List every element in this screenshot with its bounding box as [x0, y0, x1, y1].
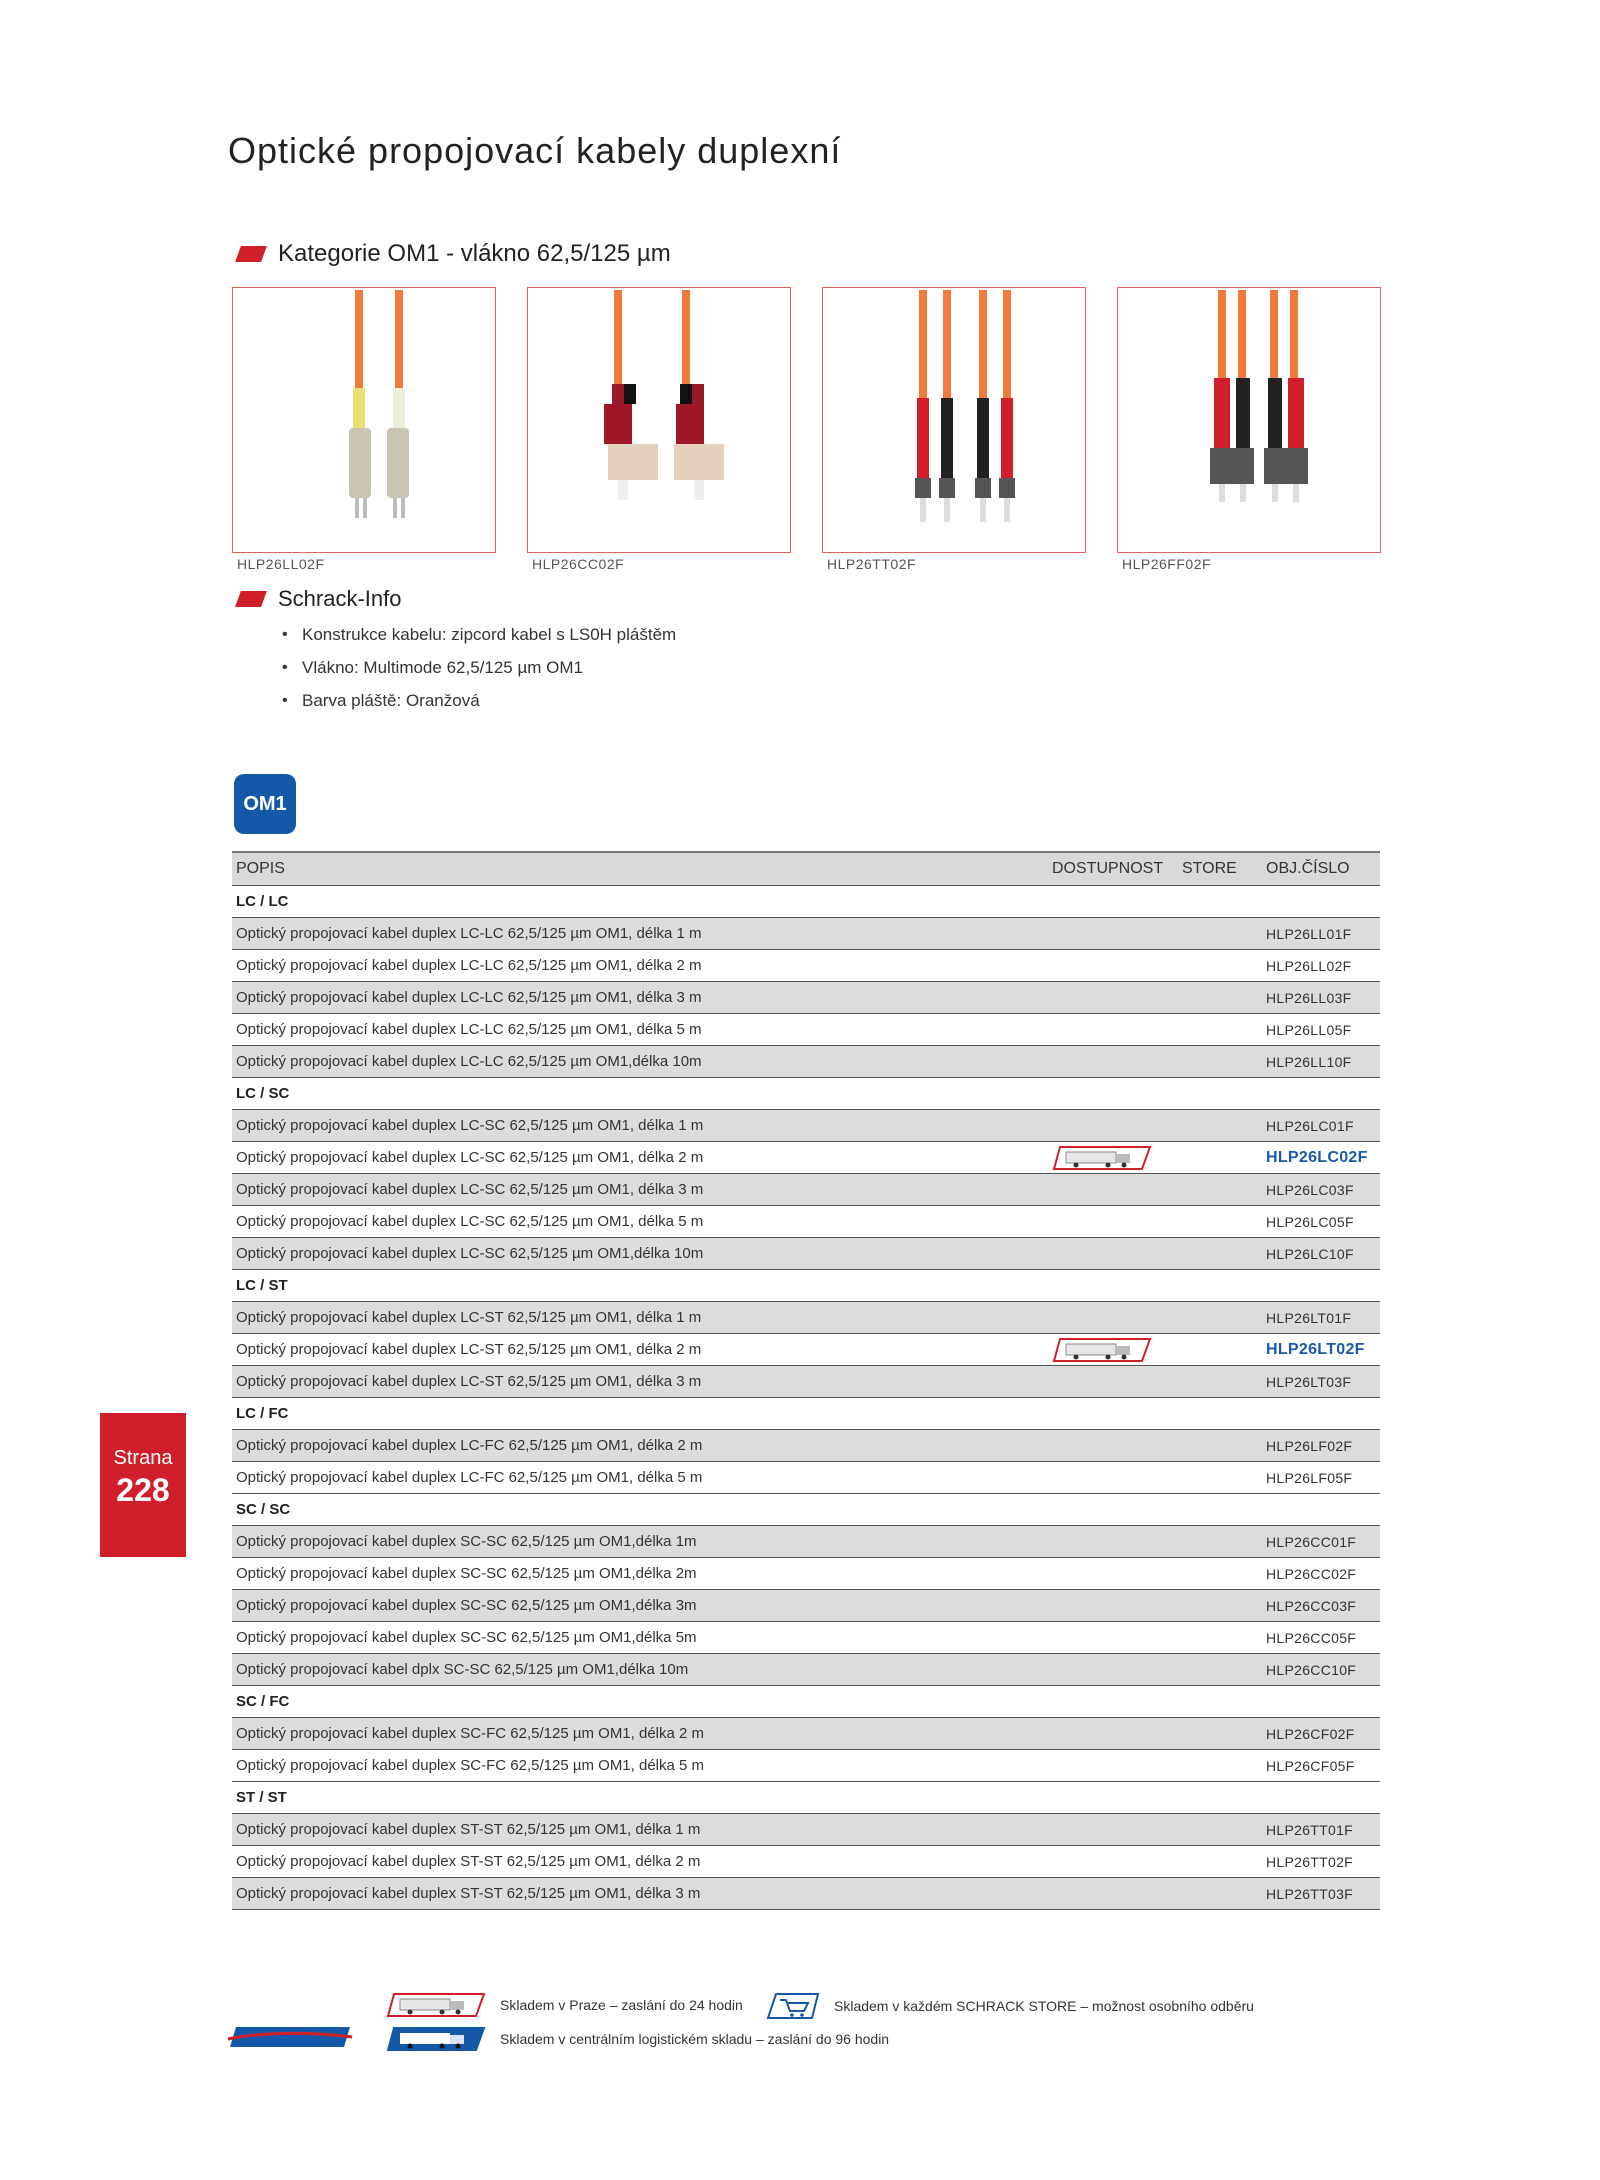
- row-order-code: HLP26CC10F: [1262, 1654, 1380, 1686]
- row-store: [1178, 1110, 1262, 1142]
- table-row[interactable]: [232, 1302, 1380, 1334]
- row-availability: [1048, 1750, 1178, 1782]
- row-description: Optický propojovací kabel duplex LC-FC 62,5/125 µm OM1, délka 5 m: [232, 1462, 1048, 1494]
- table-group-row: [232, 1078, 1380, 1110]
- row-order-code: HLP26CC03F: [1262, 1590, 1380, 1622]
- row-order-code: HLP26LT03F: [1262, 1366, 1380, 1398]
- row-order-code: HLP26LL03F: [1262, 982, 1380, 1014]
- row-store: [1178, 1206, 1262, 1238]
- row-description: Optický propojovací kabel duplex LC-LC 62,5/125 µm OM1, délka 2 m: [232, 950, 1048, 982]
- row-store: [1178, 1590, 1262, 1622]
- product-code-lc: HLP26LL02F: [237, 556, 325, 572]
- product-code-sc: HLP26CC02F: [532, 556, 625, 572]
- page-number: 228: [116, 1472, 170, 1508]
- row-order-code: HLP26TT01F: [1262, 1814, 1380, 1846]
- table-group-row: [232, 886, 1380, 918]
- group-label: SC / FC: [232, 1686, 1380, 1718]
- row-description: Optický propojovací kabel duplex LC-SC 62,5/125 µm OM1, délka 2 m: [232, 1142, 1048, 1174]
- red-marker-icon: [235, 246, 267, 262]
- row-store: [1178, 1302, 1262, 1334]
- row-availability: [1048, 1206, 1178, 1238]
- row-store: [1178, 1366, 1262, 1398]
- row-availability: [1048, 1654, 1178, 1686]
- product-image-lc[interactable]: [232, 287, 496, 553]
- info-item: • Vlákno: Multimode 62,5/125 µm OM1: [282, 651, 676, 684]
- page-label: Strana: [113, 1447, 173, 1469]
- table-row[interactable]: [232, 1462, 1380, 1494]
- product-table: [232, 851, 1380, 1910]
- truck-prague-icon: [386, 1992, 486, 2018]
- row-availability: [1048, 1302, 1178, 1334]
- row-description: Optický propojovací kabel duplex LC-LC 62,5/125 µm OM1,délka 10m: [232, 1046, 1048, 1078]
- row-order-code: HLP26LL02F: [1262, 950, 1380, 982]
- info-item: • Barva pláště: Oranžová: [282, 684, 676, 717]
- row-description: Optický propojovací kabel dplx SC-SC 62,5/125 µm OM1,délka 10m: [232, 1654, 1048, 1686]
- group-label: LC / SC: [232, 1078, 1380, 1110]
- info-list: [282, 618, 676, 717]
- legend-prague: [386, 1992, 743, 2018]
- table-row[interactable]: [232, 1334, 1380, 1366]
- table-row[interactable]: [232, 982, 1380, 1014]
- row-store: [1178, 1718, 1262, 1750]
- row-store: [1178, 1814, 1262, 1846]
- sc-connector-icon: [528, 288, 790, 552]
- row-availability: [1048, 1014, 1178, 1046]
- row-order-code: HLP26LC01F: [1262, 1110, 1380, 1142]
- row-order-code: HLP26LL10F: [1262, 1046, 1380, 1078]
- row-availability: [1048, 918, 1178, 950]
- header-popis: POPIS: [232, 852, 1048, 886]
- truck-prague-icon: [1052, 1145, 1152, 1171]
- row-order-code: HLP26LC10F: [1262, 1238, 1380, 1270]
- row-description: Optický propojovací kabel duplex LC-LC 62,5/125 µm OM1, délka 3 m: [232, 982, 1048, 1014]
- table-group-row: [232, 1782, 1380, 1814]
- row-description: Optický propojovací kabel duplex LC-LC 62,5/125 µm OM1, délka 5 m: [232, 1014, 1048, 1046]
- row-description: Optický propojovací kabel duplex ST-ST 62,5/125 µm OM1, délka 3 m: [232, 1878, 1048, 1910]
- row-order-code: HLP26LF02F: [1262, 1430, 1380, 1462]
- row-order-code: HLP26LC05F: [1262, 1206, 1380, 1238]
- row-availability: [1048, 1878, 1178, 1910]
- row-availability: [1048, 950, 1178, 982]
- table-row[interactable]: [232, 1622, 1380, 1654]
- row-store: [1178, 1430, 1262, 1462]
- table-row[interactable]: [232, 918, 1380, 950]
- group-label: LC / FC: [232, 1398, 1380, 1430]
- table-row[interactable]: [232, 1846, 1380, 1878]
- info-heading: [238, 586, 402, 612]
- row-availability: [1048, 1590, 1178, 1622]
- table-row[interactable]: [232, 1814, 1380, 1846]
- info-heading-text: Schrack-Info: [278, 586, 402, 611]
- row-store: [1178, 950, 1262, 982]
- row-store: [1178, 1622, 1262, 1654]
- product-code-fc: HLP26FF02F: [1122, 556, 1212, 572]
- row-availability: [1048, 1718, 1178, 1750]
- row-availability: [1048, 1174, 1178, 1206]
- row-availability: [1048, 1558, 1178, 1590]
- row-description: Optický propojovací kabel duplex LC-ST 62,5/125 µm OM1, délka 2 m: [232, 1334, 1048, 1366]
- row-store: [1178, 1046, 1262, 1078]
- header-dostupnost: DOSTUPNOST: [1048, 852, 1178, 886]
- table-row[interactable]: [232, 1142, 1380, 1174]
- row-store: [1178, 1142, 1262, 1174]
- table-row[interactable]: [232, 1238, 1380, 1270]
- row-availability: [1048, 1526, 1178, 1558]
- row-availability: [1048, 1622, 1178, 1654]
- cart-icon: [766, 1992, 820, 2020]
- row-description: Optický propojovací kabel duplex SC-FC 62,5/125 µm OM1, délka 2 m: [232, 1718, 1048, 1750]
- table-group-row: [232, 1398, 1380, 1430]
- row-availability: [1048, 1814, 1178, 1846]
- table-row[interactable]: [232, 1174, 1380, 1206]
- row-order-code: HLP26CF05F: [1262, 1750, 1380, 1782]
- row-availability: [1048, 1238, 1178, 1270]
- row-store: [1178, 1238, 1262, 1270]
- row-description: Optický propojovací kabel duplex LC-SC 62,5/125 µm OM1, délka 1 m: [232, 1110, 1048, 1142]
- product-image-fc[interactable]: [1117, 287, 1381, 553]
- table-row[interactable]: [232, 1366, 1380, 1398]
- row-store: [1178, 1334, 1262, 1366]
- group-label: LC / ST: [232, 1270, 1380, 1302]
- truck-prague-icon: [1052, 1337, 1152, 1363]
- table-row[interactable]: [232, 1878, 1380, 1910]
- row-description: Optický propojovací kabel duplex SC-SC 62,5/125 µm OM1,délka 2m: [232, 1558, 1048, 1590]
- om1-badge: OM1: [234, 774, 296, 834]
- row-order-code: HLP26LT01F: [1262, 1302, 1380, 1334]
- row-availability: [1048, 1846, 1178, 1878]
- row-order-code: HLP26CC01F: [1262, 1526, 1380, 1558]
- row-order-code: HLP26LC02F: [1262, 1142, 1380, 1174]
- table-group-row: [232, 1686, 1380, 1718]
- row-availability: [1048, 1366, 1178, 1398]
- row-description: Optický propojovací kabel duplex LC-LC 62,5/125 µm OM1, délka 1 m: [232, 918, 1048, 950]
- group-label: LC / LC: [232, 886, 1380, 918]
- table-header-row: [232, 852, 1380, 886]
- table-row[interactable]: [232, 1430, 1380, 1462]
- row-availability: [1048, 1462, 1178, 1494]
- row-order-code: HLP26TT03F: [1262, 1878, 1380, 1910]
- row-order-code: HLP26LF05F: [1262, 1462, 1380, 1494]
- red-marker-icon: [235, 591, 267, 607]
- row-store: [1178, 1014, 1262, 1046]
- page-number-tab: [100, 1413, 186, 1557]
- category-heading: [238, 240, 671, 268]
- row-order-code: HLP26LL01F: [1262, 918, 1380, 950]
- table-row[interactable]: [232, 1014, 1380, 1046]
- row-description: Optický propojovací kabel duplex LC-SC 62,5/125 µm OM1,délka 10m: [232, 1238, 1048, 1270]
- table-body: [232, 886, 1380, 1910]
- row-order-code: HLP26TT02F: [1262, 1846, 1380, 1878]
- row-store: [1178, 1462, 1262, 1494]
- table-row[interactable]: [232, 1046, 1380, 1078]
- row-store: [1178, 1526, 1262, 1558]
- product-code-st: HLP26TT02F: [827, 556, 917, 572]
- row-description: Optický propojovací kabel duplex ST-ST 62,5/125 µm OM1, délka 2 m: [232, 1846, 1048, 1878]
- row-store: [1178, 1846, 1262, 1878]
- row-store: [1178, 1750, 1262, 1782]
- product-image-sc[interactable]: [527, 287, 791, 553]
- row-order-code: HLP26CF02F: [1262, 1718, 1380, 1750]
- schrack-logo-icon: [226, 2025, 354, 2059]
- header-obj-cislo: OBJ.ČÍSLO: [1262, 852, 1380, 886]
- row-store: [1178, 1654, 1262, 1686]
- group-label: ST / ST: [232, 1782, 1380, 1814]
- row-availability: [1048, 1142, 1178, 1174]
- table-row[interactable]: [232, 1206, 1380, 1238]
- group-label: SC / SC: [232, 1494, 1380, 1526]
- truck-central-icon: [386, 2026, 486, 2052]
- row-availability: [1048, 982, 1178, 1014]
- row-description: Optický propojovací kabel duplex SC-FC 62,5/125 µm OM1, délka 5 m: [232, 1750, 1048, 1782]
- legend-store: [766, 1992, 1254, 2020]
- row-store: [1178, 1878, 1262, 1910]
- table-row[interactable]: [232, 1654, 1380, 1686]
- row-description: Optický propojovací kabel duplex LC-SC 62,5/125 µm OM1, délka 3 m: [232, 1174, 1048, 1206]
- row-order-code: HLP26LL05F: [1262, 1014, 1380, 1046]
- st-connector-icon: [823, 288, 1085, 552]
- legend-prague-text: Skladem v Praze – zaslání do 24 hodin: [500, 1997, 743, 2013]
- row-description: Optický propojovací kabel duplex SC-SC 62,5/125 µm OM1,délka 3m: [232, 1590, 1048, 1622]
- header-store: STORE: [1178, 852, 1262, 886]
- row-availability: [1048, 1046, 1178, 1078]
- row-order-code: HLP26LC03F: [1262, 1174, 1380, 1206]
- category-heading-text: Kategorie OM1 - vlákno 62,5/125 µm: [278, 240, 671, 267]
- row-availability: [1048, 1334, 1178, 1366]
- row-description: Optický propojovací kabel duplex LC-ST 62,5/125 µm OM1, délka 1 m: [232, 1302, 1048, 1334]
- page-title: Optické propojovací kabely duplexní: [228, 130, 842, 171]
- row-store: [1178, 982, 1262, 1014]
- row-order-code: HLP26CC05F: [1262, 1622, 1380, 1654]
- row-order-code: HLP26CC02F: [1262, 1558, 1380, 1590]
- table-row[interactable]: [232, 1558, 1380, 1590]
- table-row[interactable]: [232, 950, 1380, 982]
- row-store: [1178, 918, 1262, 950]
- row-description: Optický propojovací kabel duplex LC-ST 62,5/125 µm OM1, délka 3 m: [232, 1366, 1048, 1398]
- product-image-st[interactable]: [822, 287, 1086, 553]
- schrack-logo: [226, 2025, 354, 2059]
- row-description: Optický propojovací kabel duplex LC-FC 62,5/125 µm OM1, délka 2 m: [232, 1430, 1048, 1462]
- row-availability: [1048, 1430, 1178, 1462]
- row-order-code: HLP26LT02F: [1262, 1334, 1380, 1366]
- table-row[interactable]: [232, 1718, 1380, 1750]
- row-availability: [1048, 1110, 1178, 1142]
- legend-central-text: Skladem v centrálním logistickém skladu – zaslání do 96 hodin: [500, 2031, 890, 2047]
- row-store: [1178, 1174, 1262, 1206]
- table-row[interactable]: [232, 1750, 1380, 1782]
- row-description: Optický propojovací kabel duplex ST-ST 62,5/125 µm OM1, délka 1 m: [232, 1814, 1048, 1846]
- row-description: Optický propojovací kabel duplex SC-SC 62,5/125 µm OM1,délka 1m: [232, 1526, 1048, 1558]
- table-row[interactable]: [232, 1590, 1380, 1622]
- table-row[interactable]: [232, 1526, 1380, 1558]
- legend-store-text: Skladem v každém SCHRACK STORE – možnost osobního odběru: [834, 1998, 1254, 2014]
- table-group-row: [232, 1270, 1380, 1302]
- row-description: Optický propojovací kabel duplex LC-SC 62,5/125 µm OM1, délka 5 m: [232, 1206, 1048, 1238]
- lc-connector-icon: [233, 288, 495, 552]
- row-store: [1178, 1558, 1262, 1590]
- legend-central: [386, 2026, 889, 2052]
- table-row[interactable]: [232, 1110, 1380, 1142]
- fc-connector-icon: [1118, 288, 1380, 552]
- table-group-row: [232, 1494, 1380, 1526]
- info-item: • Konstrukce kabelu: zipcord kabel s LS0H pláštěm: [282, 618, 676, 651]
- row-description: Optický propojovací kabel duplex SC-SC 62,5/125 µm OM1,délka 5m: [232, 1622, 1048, 1654]
